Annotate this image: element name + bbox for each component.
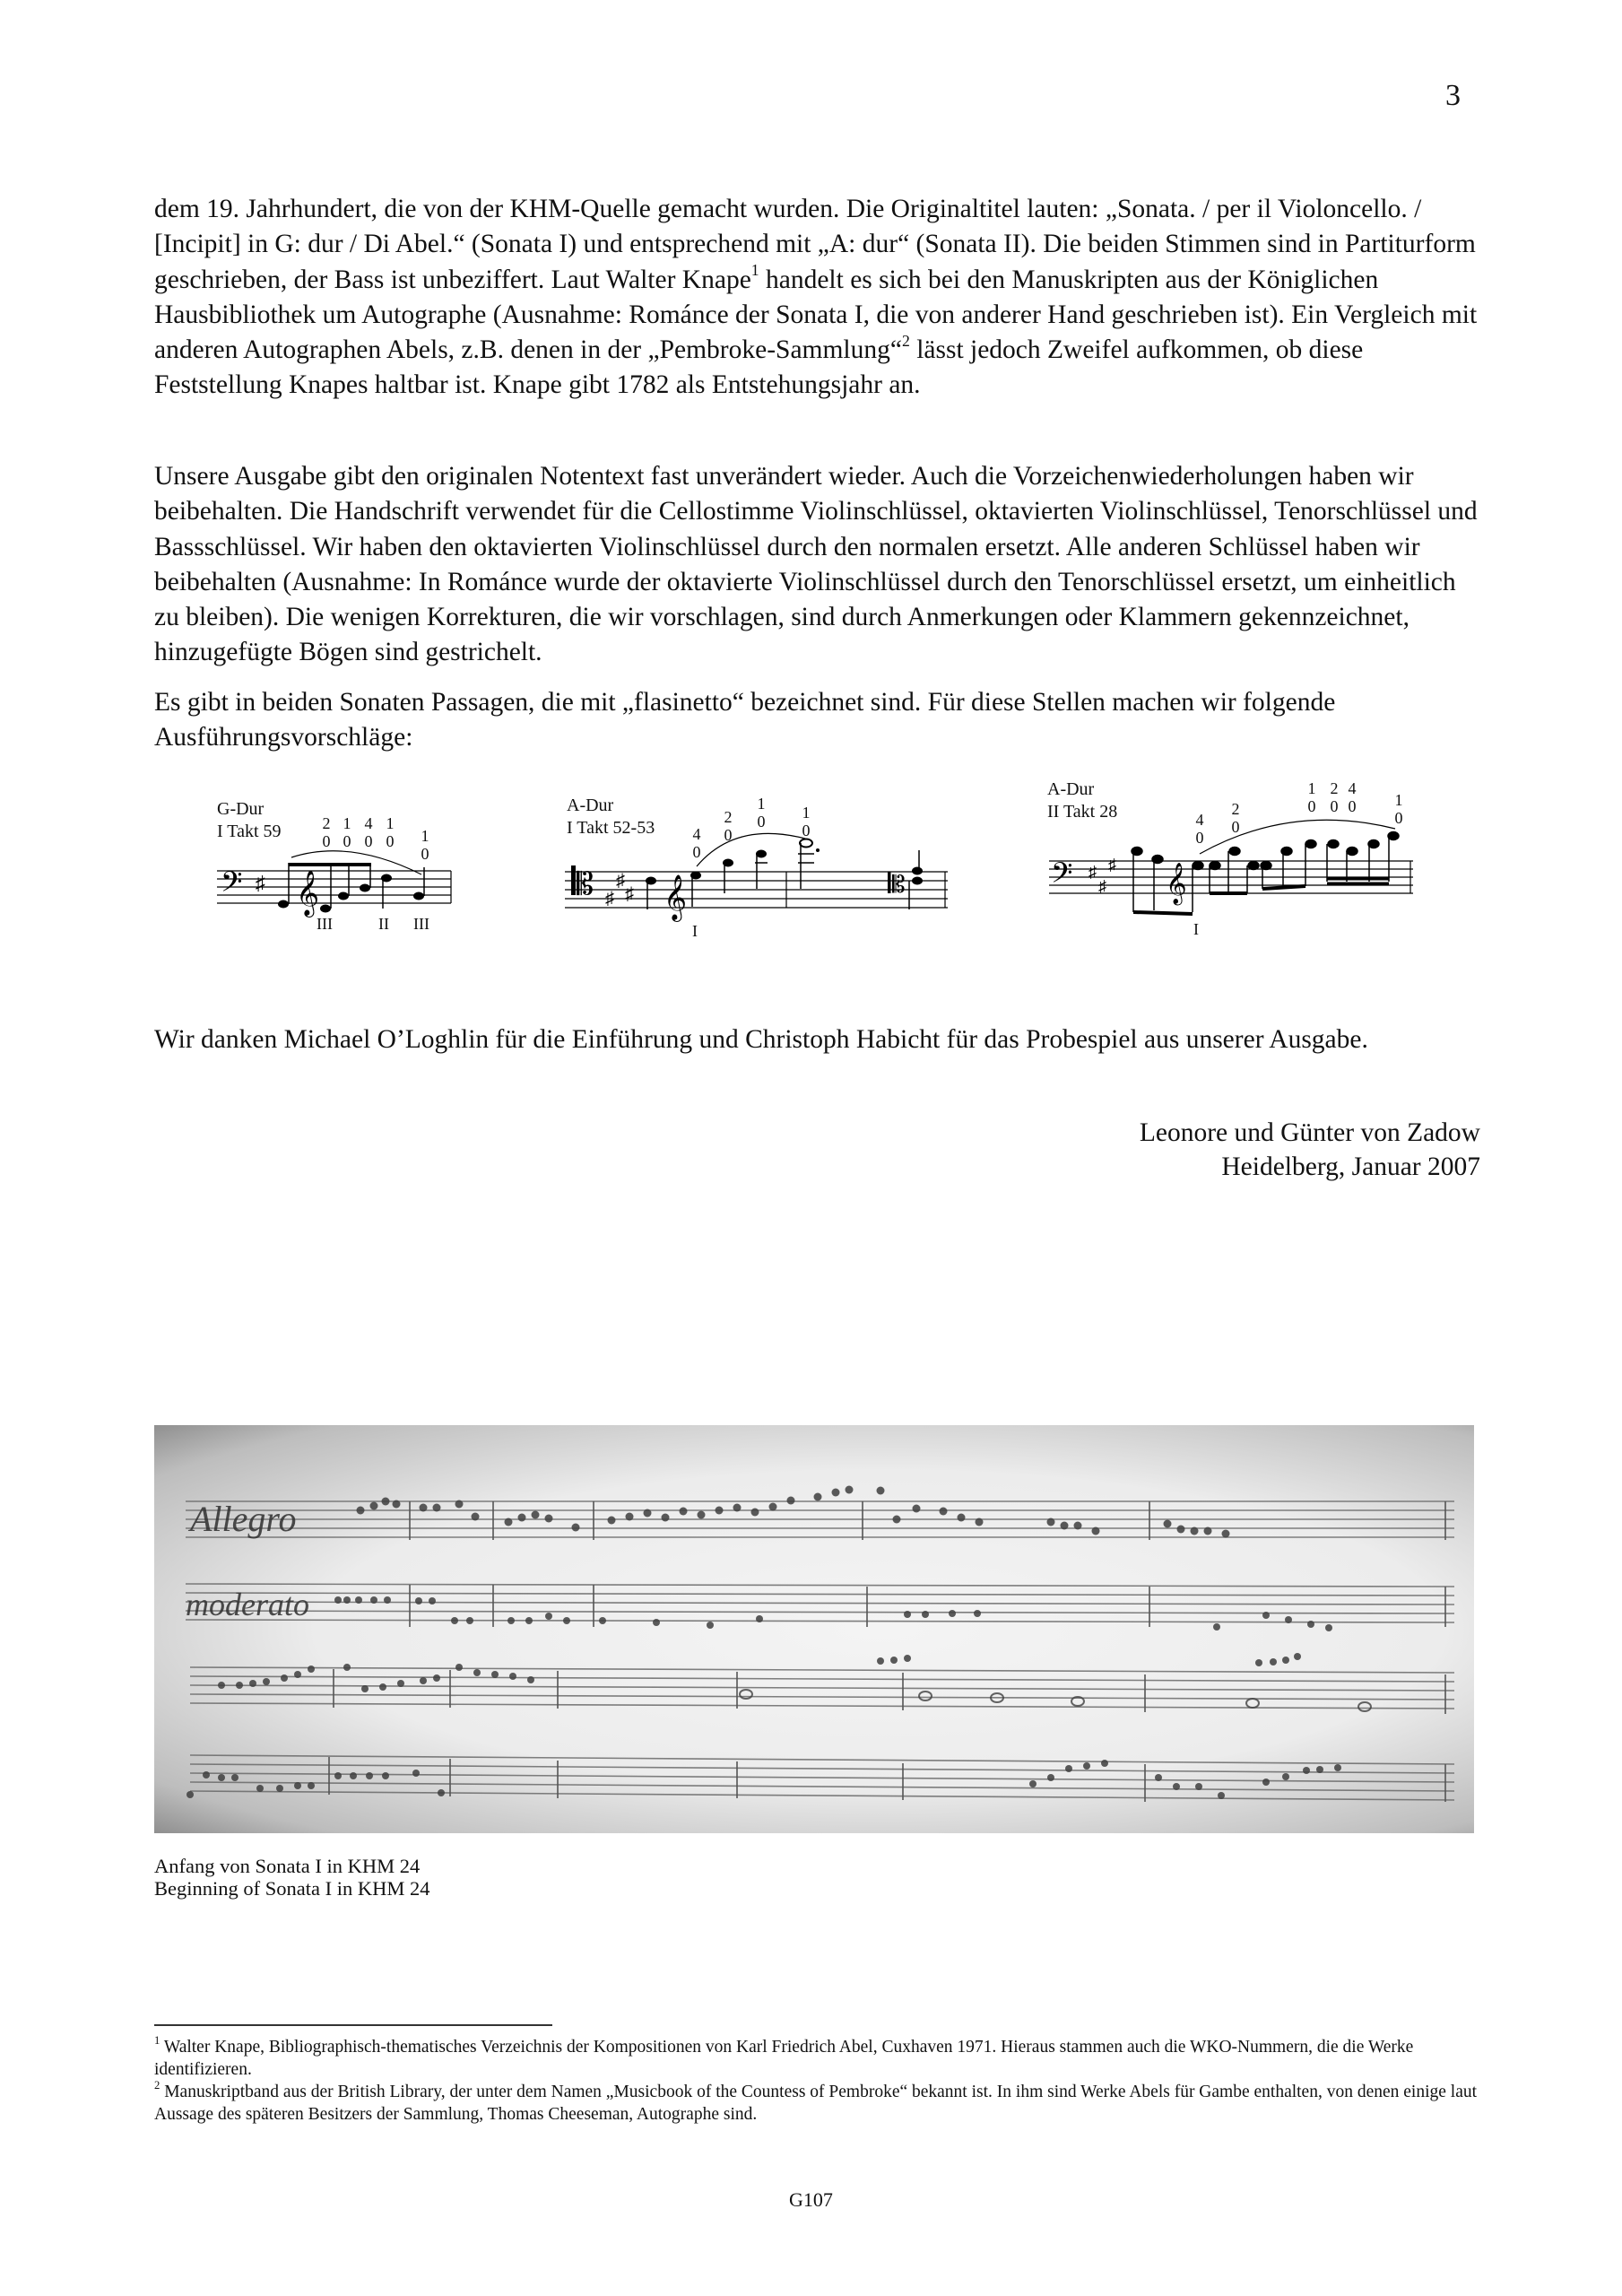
fingering: 4 0 [1195,811,1204,847]
page-number: 3 [1445,79,1461,112]
tempo-marking-moderato: moderato [186,1587,309,1622]
footnote-text: Manuskriptband aus der British Library, der unter dem Namen „Musicbook of the Countess of Pembroke“ bekannt ist. In ihm sind Werke Abels für Gambe enthalten, von denen einige laut Aussage des späteren Besitzers der Sammlung, Thomas Cheeseman, Autographe sind. [154,2083,1478,2124]
footnote-ref-1[interactable]: 1 [750,261,759,280]
svg-text:𝄡: 𝄡 [577,868,594,901]
paragraph-sources [154,192,1481,404]
music-notation [206,780,475,942]
place-date: Heidelberg, Januar 2007 [1221,1152,1480,1181]
svg-text:𝄢: 𝄢 [1051,858,1073,896]
svg-text:♯: ♯ [1108,856,1116,874]
footnote-marker: 1 [154,2033,160,2047]
manuscript-facsimile [154,1425,1474,1833]
fingering: 2 0 [1231,800,1240,836]
example-location: II Takt 28 [1047,802,1118,822]
svg-text:♯: ♯ [1098,877,1106,895]
tempo-marking-allegro: Allegro [190,1499,297,1539]
acknowledgement: Wir danken Michael O’Loghlin für die Einführung und Christoph Habicht für das Probespiel aus unserer Ausgabe. [154,1025,1368,1054]
example-key: A-Dur [1047,779,1095,799]
string-marking: I [1193,920,1199,938]
svg-text:𝄞: 𝄞 [1166,863,1187,903]
manuscript-score [154,1425,1474,1833]
string-marking: III [317,915,333,933]
svg-text:𝄞: 𝄞 [296,871,320,915]
svg-text:♯: ♯ [1089,863,1097,881]
fingering: 1 0 [421,827,429,863]
footnote-ref-2[interactable]: 2 [901,331,910,350]
fingering: 4 0 [364,814,373,850]
page-footer-code: G107 [789,2188,833,2211]
example-location: I Takt 52-53 [567,818,655,838]
music-example-1 [206,780,475,942]
footnote-marker: 2 [154,2078,160,2092]
svg-text:𝄡: 𝄡 [892,872,906,898]
author-names: Leonore und Günter von Zadow [1139,1118,1480,1147]
fingering: 1 0 [1394,791,1403,827]
paragraph-text: lässt jedoch Zweifel aufkommen, ob diese Feststellung Knapes haltbar ist. Knape gibt 1782 als Entstehungsjahr an. [154,335,1364,400]
fingering: 1 0 [386,814,395,850]
paragraph-flasinetto [154,685,1481,756]
fingering: 2 0 [724,808,733,844]
figure-caption [154,1855,429,1900]
footnote-text: Walter Knape, Bibliographisch-thematisches Verzeichnis der Kompositionen von Karl Friedrich Abel, Cuxhaven 1971. Hieraus stammen auch die WKO-Nummern, die die Werke identifizieren. [154,2038,1414,2079]
fingering: 1 0 [757,795,766,831]
fingering: 1 0 [802,804,811,839]
music-notation [1031,762,1444,951]
paragraph-text: dem 19. Jahrhundert, die von der KHM-Quelle gemacht wurden. Die Originaltitel lauten: „Sonata. / per il Violoncello. / [Incipit] in G: dur / Di Abel.“ (Sonata I) und entsprechend mit „A: dur“ (Sonata II). Die beiden Stimmen sind in Partiturform geschrieben, der Bass ist unbeziffert. Laut Walter Knape [154,195,1476,294]
signature [1140,1116,1480,1184]
example-location: I Takt 59 [217,822,282,841]
fingering: 4 0 [692,825,701,861]
footnote-2 [154,2078,1481,2126]
svg-text:𝄞: 𝄞 [664,875,688,919]
paragraph-text: Unsere Ausgabe gibt den originalen Notentext fast unverändert wieder. Auch die Vorzeichenwiederholungen haben wir beibehalten. Die Handschrift verwendet für die Cellostimme Violinschlüssel, oktavierten Violinschlüssel, Tenorschlüssel und Bassschlüssel. Wir haben den oktavierten Violinschlüssel durch den normalen ersetzt. Alle anderen Schlüssel haben wir beibehalten (Ausnahme: In Románce wurde der oktavierte Violinschlüssel durch den Tenorschlüssel ersetzt, um einheitlich zu bleiben). Die wenigen Korrekturen, die wir vorschlagen, sind durch Anmerkungen oder Klammern gekennzeichnet, hinzugefügte Bögen sind gestrichelt. [154,462,1478,667]
example-key: A-Dur [567,796,614,815]
svg-text:♯: ♯ [605,889,614,909]
music-example-2 [556,771,968,951]
music-example-3 [1031,762,1444,951]
example-key: G-Dur [217,799,265,819]
svg-text:♯: ♯ [256,872,265,894]
fingering: 2 0 [1330,779,1339,815]
string-marking: III [413,915,429,933]
fingering: 1 0 [343,814,351,850]
caption-german: Anfang von Sonata I in KHM 24 [154,1855,421,1877]
paragraph-text: handelt es sich bei den Manuskripten aus der Königlichen Hausbibliothek um Autographe (Ausnahme: Románce der Sonata I, die von anderer Hand geschrieben ist). Ein Vergleich mit anderen Autographen Abels, z.B. denen in der „Pembroke-Sammlung“ [154,265,1478,365]
svg-text:♯: ♯ [616,871,625,891]
footnotes [154,2033,1481,2126]
fingering: 4 0 [1348,779,1357,815]
fingering: 2 0 [322,814,331,850]
svg-text:𝄢: 𝄢 [221,867,243,905]
caption-english: Beginning of Sonata I in KHM 24 [154,1877,430,1900]
fingering: 1 0 [1307,779,1316,815]
paragraph-text: Es gibt in beiden Sonaten Passagen, die mit „flasinetto“ bezeichnet sind. Für diese Stellen machen wir folgende Ausführungsvorschläge: [154,688,1336,752]
string-marking: I [692,922,698,940]
footnote-1 [154,2033,1481,2081]
svg-text:♯: ♯ [625,884,634,904]
string-marking: II [378,915,389,933]
paragraph-edition [154,459,1481,671]
footnote-divider [154,2024,552,2026]
